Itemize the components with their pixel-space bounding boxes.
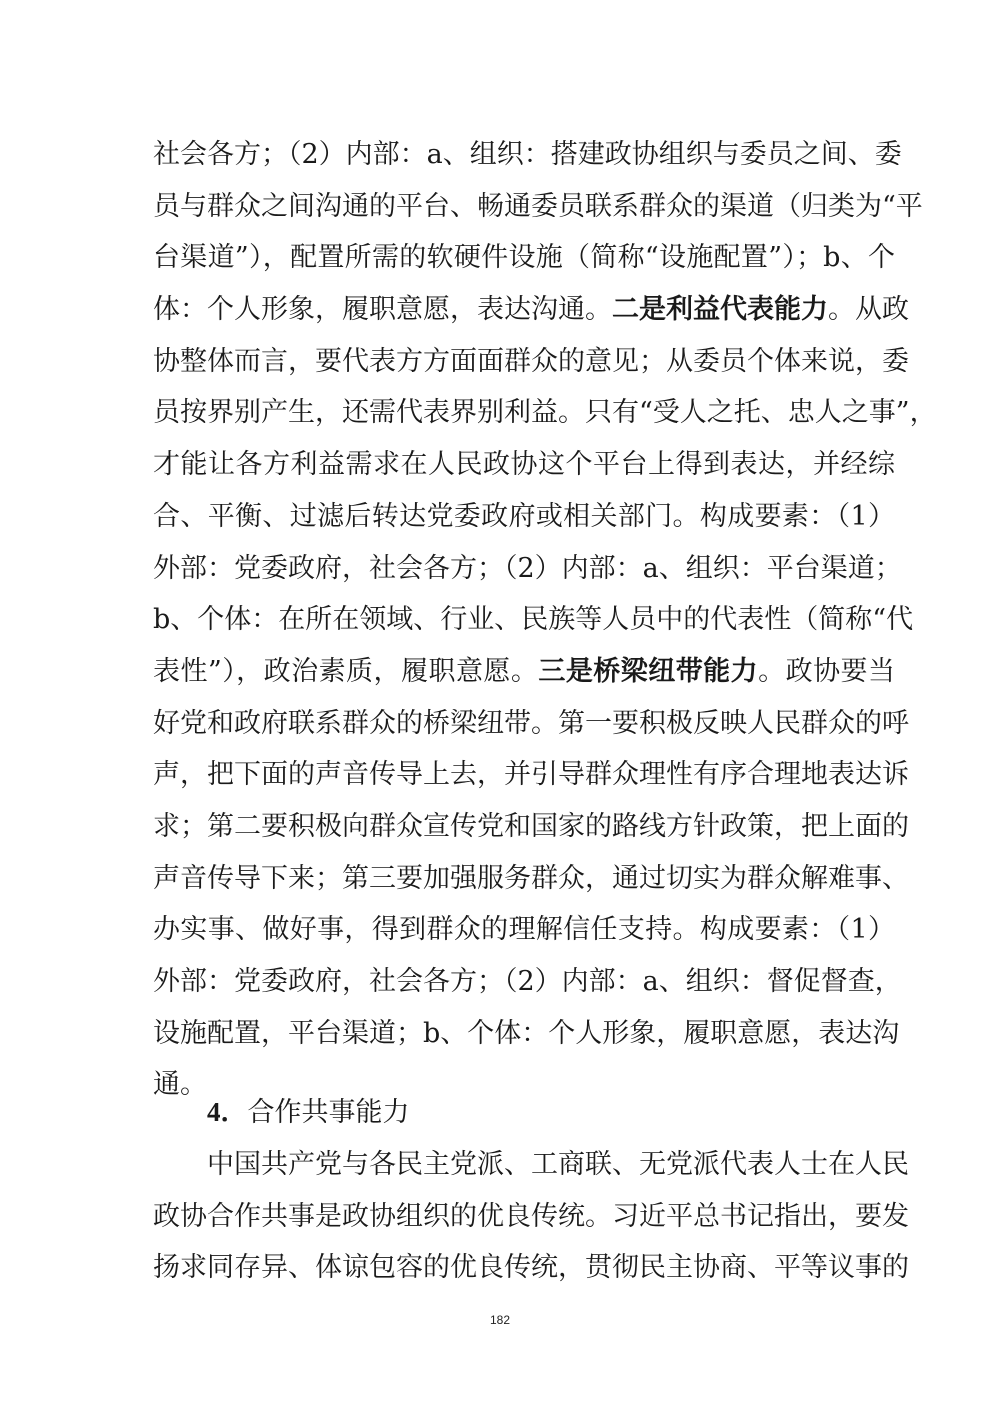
text-line: 通。	[153, 1069, 207, 1101]
text-line: 求；第二要积极向群众宣传党和国家的路线方针政策，把上面的	[153, 810, 909, 842]
bold-phrase-interest-representation: 二是利益代表能力	[612, 294, 828, 326]
text-line: 才能让各方利益需求在人民政协这个平台上得到表达，并经综	[153, 449, 895, 481]
page-number: 182	[489, 1313, 511, 1327]
text-line: 员与群众之间沟通的平台、畅通委员联系群众的渠道（归类为“平	[153, 190, 923, 222]
text-line: 中国共产党与各民主党派、工商联、无党派代表人士在人民	[207, 1149, 909, 1180]
paragraph-capabilities	[153, 129, 937, 1111]
text-line: 台渠道”），配置所需的软硬件设施（简称“设施配置”）；b、个	[153, 242, 895, 274]
text-line: 员按界别产生，还需代表界别利益。只有“受人之托、忠人之事”，	[153, 397, 937, 429]
text-line: 协整体而言，要代表方方面面群众的意见；从委员个体来说，委	[153, 345, 909, 377]
text-line: 合、平衡、过滤后转达党委政府或相关部门。构成要素：（1）	[153, 500, 895, 532]
section-number: 4．	[207, 1097, 248, 1127]
text-line: 设施配置，平台渠道；b、个体：个人形象，履职意愿，表达沟	[153, 1017, 900, 1049]
text-line: b、个体：在所在领域、行业、民族等人员中的代表性（简称“代	[153, 604, 914, 636]
text-line: 外部：党委政府，社会各方；（2）内部：a、组织：平台渠道；	[153, 552, 902, 584]
section-title: 合作共事能力	[247, 1097, 410, 1128]
bold-phrase-bridge: 三是桥梁纽带能力	[538, 655, 759, 687]
text-line: 办实事、做好事，得到群众的理解信任支持。构成要素：（1）	[153, 914, 895, 946]
paragraph-cooperation	[153, 1139, 909, 1294]
text-line: 政协合作共事是政协组织的优良传统。习近平总书记指出，要发	[153, 1200, 909, 1232]
text-line: 表性”），政治素质，履职意愿。三是桥梁纽带能力。政协要当	[153, 655, 896, 687]
text-line: 外部：党委政府，社会各方；（2）内部：a、组织：督促督查，	[153, 966, 902, 997]
text-line: 声音传导下来；第三要加强服务群众，通过切实为群众解难事、	[153, 862, 909, 894]
text-line: 社会各方；（2）内部：a、组织：搭建政协组织与委员之间、委	[153, 139, 902, 170]
section-heading	[207, 1087, 410, 1139]
text-line: 好党和政府联系群众的桥梁纽带。第一要积极反映人民群众的呼	[153, 707, 909, 739]
text-line: 体：个人形象，履职意愿，表达沟通。二是利益代表能力。从政	[153, 294, 909, 326]
text-line: 扬求同存异、体谅包容的优良传统，贯彻民主协商、平等议事的	[153, 1252, 909, 1284]
text-line: 声，把下面的声音传导上去，并引导群众理性有序合理地表达诉	[153, 759, 909, 791]
